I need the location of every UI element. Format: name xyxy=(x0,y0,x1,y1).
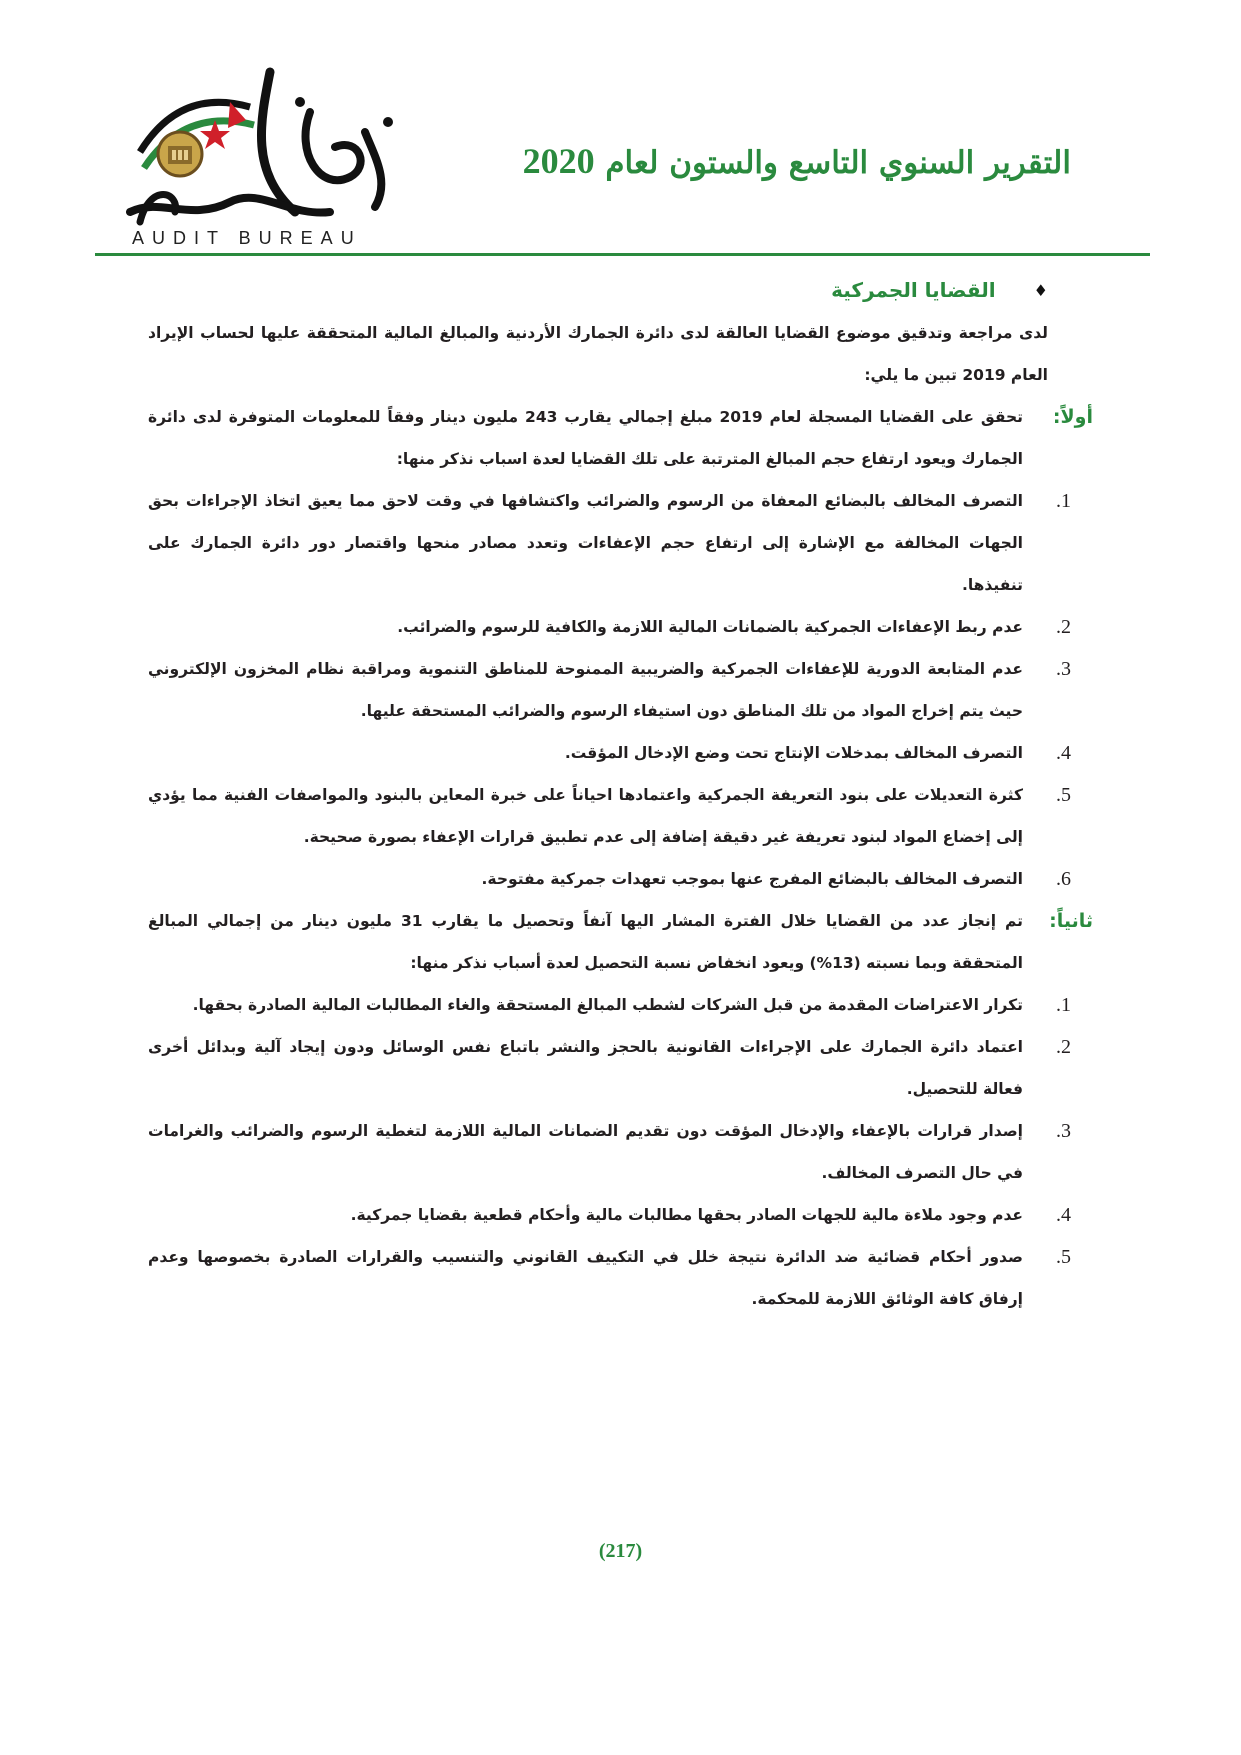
list-item xyxy=(148,606,1093,648)
list-item-text: كثرة التعديلات على بنود التعريفة الجمركية واعتمادها احياناً على خبرة المعاين بالبنود والمواصفات الفنية مما يؤدي إلى إخضاع المواد لبنود تعريفة غير دقيقة إضافة إلى عدم تطبيق قرارات الإعفاء بصورة صحيحة. xyxy=(148,786,1023,846)
page-header xyxy=(0,0,1241,262)
section-title: القضايا الجمركية xyxy=(831,278,996,302)
list-item-text: إصدار قرارات بالإعفاء والإدخال المؤقت دون تقديم الضمانات المالية اللازمة لتغطية الرسوم والضرائب والغرامات في حال التصرف المخالف. xyxy=(148,1122,1023,1182)
list-item-number: .6 xyxy=(1056,868,1071,890)
list-item-number: .3 xyxy=(1056,1120,1071,1142)
second-finding-text: تم إنجاز عدد من القضايا خلال الفترة المشار اليها آنفاً وتحصيل ما يقارب 31 مليون دينار من إجمالي المبالغ المتحققة وبما نسبته (13%) ويعود انخفاض نسبة التحصيل لعدة أسباب نذكر منها: xyxy=(148,912,1023,972)
first-finding-list xyxy=(148,480,1093,900)
document-body xyxy=(148,268,1093,1320)
page-number: (217) xyxy=(598,1540,643,1562)
list-item xyxy=(148,648,1093,732)
list-item-text: التصرف المخالف بمدخلات الإنتاج تحت وضع الإدخال المؤقت. xyxy=(564,744,1023,762)
list-item-text: تكرار الاعتراضات المقدمة من قبل الشركات لشطب المبالغ المستحقة والغاء المطالبات المالية الصادرة بحقها. xyxy=(192,996,1023,1014)
list-item-text: التصرف المخالف بالبضائع المعفاة من الرسوم والضرائب واكتشافها في وقت لاحق مما يعيق اتخاذ الإجراءات بحق الجهات المخالفة مع الإشارة إلى ارتفاع حجم الإعفاءات وتعدد مصادر منحها واقتصار دور دائرة الجمارك على تنفيذها. xyxy=(148,492,1023,594)
list-item-text: صدور أحكام قضائية ضد الدائرة نتيجة خلل في التكييف القانوني والتنسيب والقرارات الصادرة بخصوصها وعدم إرفاق كافة الوثائق اللازمة للمحكمة. xyxy=(148,1248,1023,1308)
header-divider xyxy=(95,253,1150,256)
intro-paragraph: لدى مراجعة وتدقيق موضوع القضايا العالقة لدى دائرة الجمارك الأردنية والمبالغ المالية المتحققة عليها لحساب الإيراد العام 2019 تبين ما يلي: xyxy=(148,324,1048,384)
list-item xyxy=(148,858,1093,900)
report-title-text: التقرير السنوي التاسع والستون لعام xyxy=(605,145,1071,181)
list-item-number: .1 xyxy=(1056,994,1071,1016)
section-heading xyxy=(148,268,1048,312)
list-item-text: التصرف المخالف بالبضائع المفرج عنها بموجب تعهدات جمركية مفتوحة. xyxy=(481,870,1023,888)
list-item xyxy=(148,480,1093,606)
list-item-text: اعتماد دائرة الجمارك على الإجراءات القانونية بالحجز والنشر باتباع نفس الوسائل ودون إيجاد آلية وبدائل أخرى فعالة للتحصيل. xyxy=(148,1038,1023,1098)
list-item-number: .4 xyxy=(1056,1204,1071,1226)
report-title xyxy=(523,140,1071,182)
list-item-number: .5 xyxy=(1056,784,1071,806)
list-item xyxy=(148,1236,1093,1320)
second-finding xyxy=(148,900,1093,984)
list-item-text: عدم ربط الإعفاءات الجمركية بالضمانات المالية اللازمة والكافية للرسوم والضرائب. xyxy=(397,618,1023,636)
list-item-number: .4 xyxy=(1056,742,1071,764)
first-finding-label: أولاً: xyxy=(1052,406,1093,428)
list-item-text: عدم المتابعة الدورية للإعفاءات الجمركية والضريبية الممنوحة للمناطق التنموية ومراقبة نظام المخزون الإلكتروني حيث يتم إخراج المواد من تلك المناطق دون استيفاء الرسوم والضرائب المستحقة عليها. xyxy=(148,660,1023,720)
list-item-number: .2 xyxy=(1056,616,1071,638)
list-item-text: عدم وجود ملاءة مالية للجهات الصادر بحقها مطالبات مالية وأحكام قطعية بقضايا جمركية. xyxy=(350,1206,1023,1224)
list-item-number: .1 xyxy=(1056,490,1071,512)
first-finding xyxy=(148,396,1093,480)
list-item xyxy=(148,984,1093,1026)
list-item-number: .3 xyxy=(1056,658,1071,680)
logo-caption: AUDIT BUREAU xyxy=(132,228,362,248)
list-item xyxy=(148,732,1093,774)
diamond-bullet-icon: ♦ xyxy=(1033,280,1048,300)
second-finding-list xyxy=(148,984,1093,1320)
second-finding-label: ثانياً: xyxy=(1049,910,1093,932)
list-item-number: .2 xyxy=(1056,1036,1071,1058)
list-item xyxy=(148,774,1093,858)
list-item xyxy=(148,1026,1093,1110)
list-item xyxy=(148,1110,1093,1194)
list-item xyxy=(148,1194,1093,1236)
audit-bureau-logo xyxy=(120,62,420,252)
list-item-number: .5 xyxy=(1056,1246,1071,1268)
report-title-year: 2020 xyxy=(522,141,595,181)
first-finding-text: تحقق على القضايا المسجلة لعام 2019 مبلغ إجمالي يقارب 243 مليون دينار وفقاً للمعلومات المتوفرة لدى دائرة الجمارك ويعود ارتفاع حجم المبالغ المترتبة على تلك القضايا لعدة اسباب نذكر منها: xyxy=(148,408,1023,468)
